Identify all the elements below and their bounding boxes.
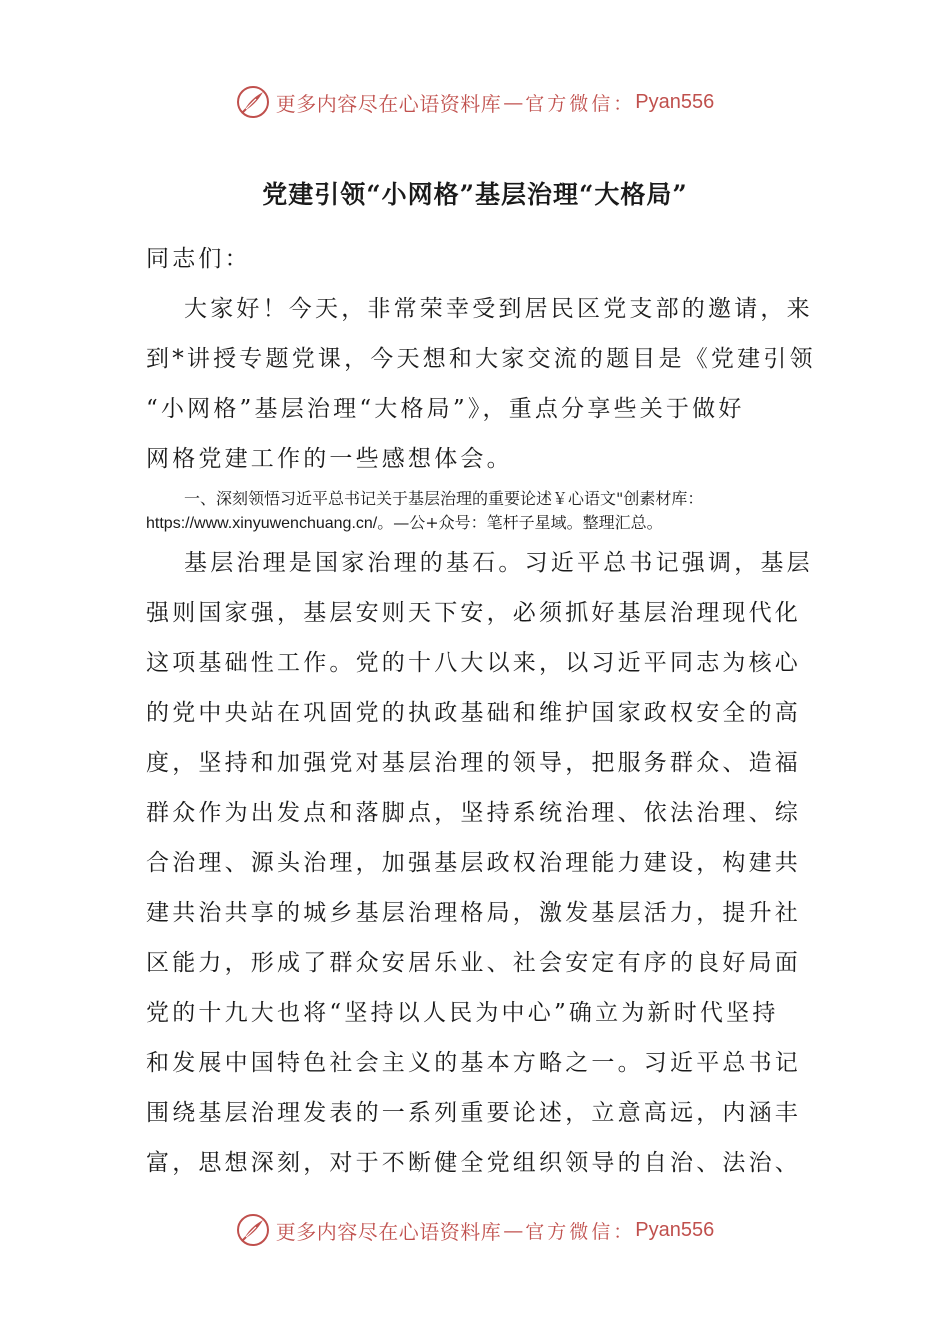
section-heading: 一、深刻领悟习近平总书记关于基层治理的重要论述￥心语文"创素材库： [184,489,704,508]
para2-line: 党的十九大也将“坚持以人民为中心”确立为新时代坚持 [146,1000,779,1026]
footer-watermark-banner [0,1210,950,1250]
banner-wechat-id: Pyan556 [635,90,715,113]
banner-text: 更多内容尽在心语资料库 [275,91,502,116]
para2-line: 富，思想深刻，对于不断健全党组织领导的自治、法治、 [146,1150,801,1176]
para2-line: 的党中央站在巩固党的执政基础和维护国家政权安全的高 [146,700,801,726]
para2-line: 强则国家强，基层安则天下安，必须抓好基层治理现代化 [146,600,801,626]
banner-separator: — [503,90,524,114]
banner-wechat-label: 官方微信： [525,92,636,115]
document-title: 党建引领“小网格”基层治理“大格局” [262,180,688,209]
para2-line: 群众作为出发点和落脚点，坚持系统治理、依法治理、综 [146,800,801,826]
banner-separator: — [503,1218,524,1242]
quill-pen-icon [236,85,270,119]
banner-wechat-label: 官方微信： [525,1220,636,1243]
quill-pen-icon [236,1213,270,1247]
greeting: 同志们： [146,246,251,272]
para2-line: 围绕基层治理发表的一系列重要论述，立意高远，内涵丰 [146,1100,801,1126]
para2-line: 区能力，形成了群众安居乐业、社会安定有序的良好局面 [146,950,801,976]
para1-line: “小网格”基层治理“大格局”》，重点分享些关于做好 [146,396,745,422]
banner-text: 更多内容尽在心语资料库 [275,1219,502,1244]
banner-wechat-id: Pyan556 [635,1218,715,1241]
para2-line: 和发展中国特色社会主义的基本方略之一。习近平总书记 [146,1050,801,1076]
para1-line: 网格党建工作的一些感想体会。 [146,446,513,472]
para2-line: 度，坚持和加强党对基层治理的领导，把服务群众、造福 [146,750,801,776]
section-heading-continued [146,510,663,533]
para1-line: 大家好！今天，非常荣幸受到居民区党支部的邀请，来 [184,296,813,322]
section-heading-rest: 。—公+众号：笔杆子星域。整理汇总。 [377,513,663,532]
source-url-link[interactable]: https://www.xinyuwenchuang.cn/ [146,515,378,532]
para2-line: 这项基础性工作。党的十八大以来，以习近平同志为核心 [146,650,801,676]
para2-line: 建共治共享的城乡基层治理格局，激发基层活力，提升社 [146,900,801,926]
para1-line: 到*讲授专题党课，今天想和大家交流的题目是《党建引领 [146,346,816,372]
para2-line: 合治理、源头治理，加强基层政权治理能力建设，构建共 [146,850,801,876]
header-watermark-banner [0,82,950,122]
para2-line: 基层治理是国家治理的基石。习近平总书记强调，基层 [184,550,813,576]
